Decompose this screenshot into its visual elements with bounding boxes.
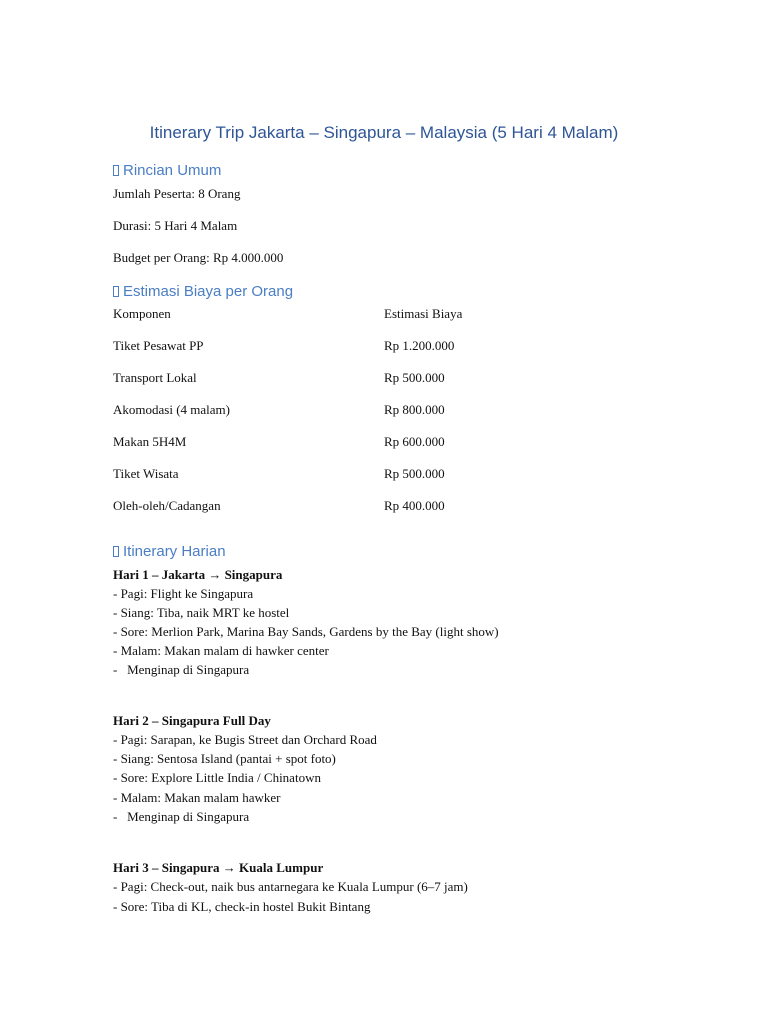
table-header-cell: Estimasi Biaya: [384, 306, 463, 321]
table-cell-cost: Rp 400.000: [384, 498, 445, 513]
activity-item: - Pagi: Flight ke Singapura: [113, 586, 254, 601]
section-heading-text: Estimasi Biaya per Orang: [123, 283, 294, 300]
section-heading-biaya: [113, 283, 293, 300]
table-cell-component: Oleh-oleh/Cadangan: [113, 498, 221, 513]
activity-item: - Pagi: Check-out, naik bus antarnegara ke Kuala Lumpur (6–7 jam): [113, 879, 468, 894]
day-title: Hari 1 – Jakarta → Singapura: [113, 567, 283, 582]
info-line: Durasi: 5 Hari 4 Malam: [113, 218, 238, 233]
table-cell-cost: Rp 600.000: [384, 434, 445, 449]
activity-item: - Menginap di Singapura: [113, 662, 250, 677]
table-cell-cost: Rp 500.000: [384, 370, 445, 385]
table-cell-cost: Rp 800.000: [384, 402, 445, 417]
activity-item: - Siang: Sentosa Island (pantai + spot foto): [113, 751, 336, 766]
table-cell-cost: Rp 1.200.000: [384, 338, 455, 353]
activity-item: - Sore: Tiba di KL, check-in hostel Bukit Bintang: [113, 899, 371, 914]
emoji-placeholder-icon: [113, 165, 119, 176]
day-title: Hari 3 – Singapura → Kuala Lumpur: [113, 860, 324, 875]
document-title: Itinerary Trip Jakarta – Singapura – Malaysia (5 Hari 4 Malam): [149, 123, 619, 142]
activity-item: - Malam: Makan malam hawker: [113, 790, 281, 805]
activity-item: - Pagi: Sarapan, ke Bugis Street dan Orchard Road: [113, 732, 377, 747]
activity-item: - Malam: Makan malam di hawker center: [113, 643, 329, 658]
emoji-placeholder-icon: [113, 546, 119, 557]
activity-item: - Sore: Explore Little India / Chinatown: [113, 770, 321, 785]
table-cell-component: Transport Lokal: [113, 370, 197, 385]
table-cell-component: Akomodasi (4 malam): [113, 402, 230, 417]
activity-item: - Sore: Merlion Park, Marina Bay Sands, Gardens by the Bay (light show): [113, 624, 499, 639]
info-line: Jumlah Peserta: 8 Orang: [113, 186, 241, 201]
info-line: Budget per Orang: Rp 4.000.000: [113, 250, 284, 265]
section-heading-text: Itinerary Harian: [123, 543, 226, 560]
table-header-cell: Komponen: [113, 306, 171, 321]
emoji-placeholder-icon: [113, 286, 119, 297]
section-heading-itinerary: [113, 543, 226, 560]
section-heading-text: Rincian Umum: [123, 162, 222, 179]
activity-item: - Siang: Tiba, naik MRT ke hostel: [113, 605, 290, 620]
table-cell-component: Makan 5H4M: [113, 434, 187, 449]
table-cell-cost: Rp 500.000: [384, 466, 445, 481]
activity-item: - Menginap di Singapura: [113, 809, 250, 824]
table-cell-component: Tiket Pesawat PP: [113, 338, 204, 353]
table-cell-component: Tiket Wisata: [113, 466, 179, 481]
section-heading-rincian: [113, 162, 221, 179]
day-title: Hari 2 – Singapura Full Day: [113, 713, 271, 728]
